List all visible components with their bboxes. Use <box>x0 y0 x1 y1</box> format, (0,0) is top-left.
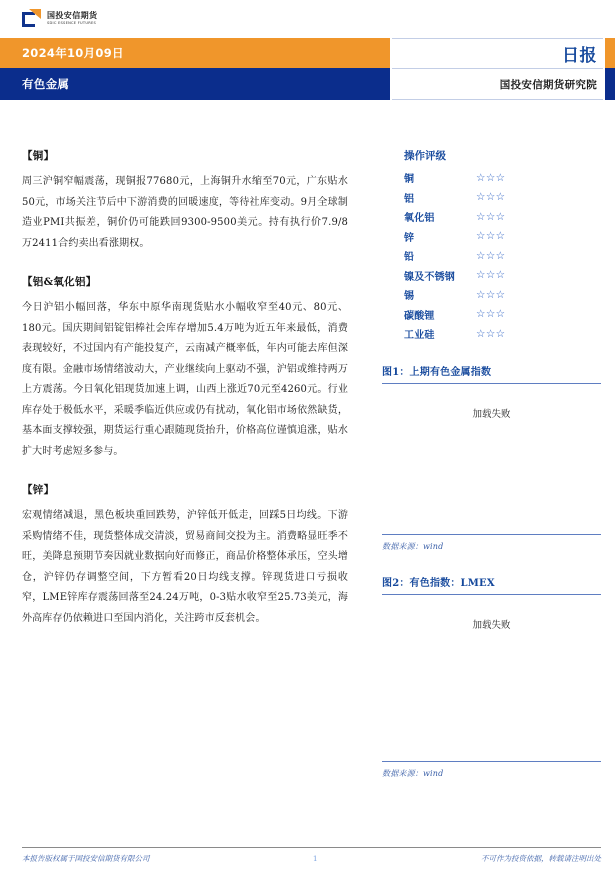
section-title: 【锌】 <box>22 484 55 496</box>
rating-metal-name: 镍及不锈钢 <box>404 271 455 283</box>
rating-metal-name: 氧化铝 <box>404 213 435 224</box>
rating-metal-name: 锌 <box>404 232 415 244</box>
rating-stars-icon: ☆☆☆ <box>476 249 506 262</box>
rating-metal-name: 碳酸锂 <box>404 310 435 322</box>
rating-stars-icon: ☆☆☆ <box>476 191 506 203</box>
category-band <box>0 68 390 100</box>
rating-metal-name: 铅 <box>404 252 415 263</box>
rating-list <box>382 170 601 341</box>
rating-row-lead <box>404 248 601 263</box>
rating-row-zinc <box>404 229 601 244</box>
rating-row-copper <box>404 170 601 185</box>
rating-panel-title: 操作评级 <box>404 150 446 162</box>
rating-metal-name: 铝 <box>404 193 415 205</box>
institute-row <box>392 69 603 100</box>
figure-source: 数据来源：wind <box>382 542 444 551</box>
article-column <box>0 100 370 832</box>
logo-english-name: SDIC ESSENCE FUTURES <box>47 20 97 25</box>
section-body: 宏观情绪减退，黑色板块重回跌势，沪锌低开低走，回踩5日均线。下游采购情绪不佳，现货整体成交清淡，贸易商间交投为主。消费略显旺季不旺，美降息预期节奏因就业数据向好而修正，商品价格整体承压，空头增仓，沪锌仍存调整空间，下方暂看20日均线支撑。锌现货进口亏损收窄，LME锌库存震荡回落至24.24万吨，0-3贴水收窄至25.73美元，海外高库存仍依赖进口至国内消化，关注跨市反套机会。 <box>22 510 348 624</box>
section-copper <box>22 148 348 254</box>
report-category: 有色金属 <box>22 77 70 91</box>
edge-strip-blue <box>605 68 615 100</box>
section-body: 周三沪铜窄幅震荡，现铜报77680元，上海铜升水缩至70元，广东贴水50元，市场关注节后中下游消费的回暖速度，等待社库变动。9月全球制造业PMI共振差，铜价仍可能跌回9300-9500美元。持有执行价7.9/8万2411合约卖出看涨期权。 <box>22 176 348 249</box>
rating-stars-icon: ☆☆☆ <box>476 230 506 242</box>
logo-mark-icon <box>22 9 42 29</box>
header-right <box>392 38 603 100</box>
rating-row-aluminum <box>404 190 601 205</box>
rating-stars-icon: ☆☆☆ <box>476 308 506 320</box>
page-footer <box>22 847 601 864</box>
section-title: 【铝&氧化铝】 <box>22 276 97 288</box>
footer-copyright: 本报告版权属于国投安信期货有限公司 <box>22 854 150 863</box>
rating-stars-icon: ☆☆☆ <box>476 327 506 340</box>
rating-row-tin <box>404 287 601 302</box>
section-body: 今日沪铝小幅回落，华东中原华南现货贴水小幅收窄至40元、80元、180元。国庆期间铝锭铝棒社会库存增加5.4万吨为近五年来最低，消费表现较好，不过国内有产能投复产，云南减产概率低，年内可能去库但深度有限。金融市场情绪波动大，产业继续向上驱动不强，沪铝或维持两万上方震荡。今日氧化铝现货加速上调，山西上涨近70元至4260元。行业库存处于极低水平，采暖季临近供应或仍有扰动，氧化铝市场依然缺货，基本面支撑较强，期货运行重心跟随现货抬升，价格高位谨慎追涨，贴水扩大时考虑短多参与。 <box>22 302 348 457</box>
section-title: 【铜】 <box>22 150 55 162</box>
footer-page-number: 1 <box>312 854 318 863</box>
section-zinc <box>22 482 348 629</box>
report-date: 2024年10月09日 <box>22 46 124 60</box>
rating-row-alumina <box>404 209 601 224</box>
report-header <box>0 38 615 100</box>
sidebar-column <box>370 100 615 832</box>
rating-stars-icon: ☆☆☆ <box>476 171 506 184</box>
figure-chart-area <box>382 383 601 535</box>
figure-chart-area <box>382 594 601 762</box>
footer-disclaimer: 不可作为投资依据，转载请注明出处 <box>481 854 601 863</box>
logo-chinese-name: 国投安信期货 <box>47 11 98 21</box>
document-type: 日报 <box>562 46 597 66</box>
rating-row-lithium-carbonate <box>404 307 601 322</box>
institute-name: 国投安信期货研究院 <box>499 78 597 91</box>
section-aluminum-alumina <box>22 274 348 462</box>
chart-load-failed-message: 加载失败 <box>472 620 511 631</box>
company-logo <box>22 9 97 29</box>
figure-1 <box>382 363 601 552</box>
date-band <box>0 38 390 68</box>
rating-stars-icon: ☆☆☆ <box>476 288 506 301</box>
rating-stars-icon: ☆☆☆ <box>476 269 506 281</box>
figure-caption: 图1：上期有色金属指数 <box>382 367 492 378</box>
figure-source: 数据来源：wind <box>382 769 444 778</box>
report-content <box>0 100 615 832</box>
figure-2 <box>382 574 601 779</box>
rating-row-nickel-stainless <box>404 268 601 283</box>
rating-stars-icon: ☆☆☆ <box>476 210 506 223</box>
chart-load-failed-message: 加载失败 <box>472 409 511 420</box>
logo-bar <box>0 0 615 38</box>
rating-metal-name: 工业硅 <box>404 330 435 341</box>
rating-metal-name: 锡 <box>404 291 415 302</box>
edge-strip-orange <box>605 38 615 68</box>
doc-type-row <box>392 38 603 69</box>
figure-caption: 图2：有色指数：LMEX <box>382 578 495 589</box>
rating-row-industrial-silicon <box>404 326 601 341</box>
rating-metal-name: 铜 <box>404 174 415 185</box>
